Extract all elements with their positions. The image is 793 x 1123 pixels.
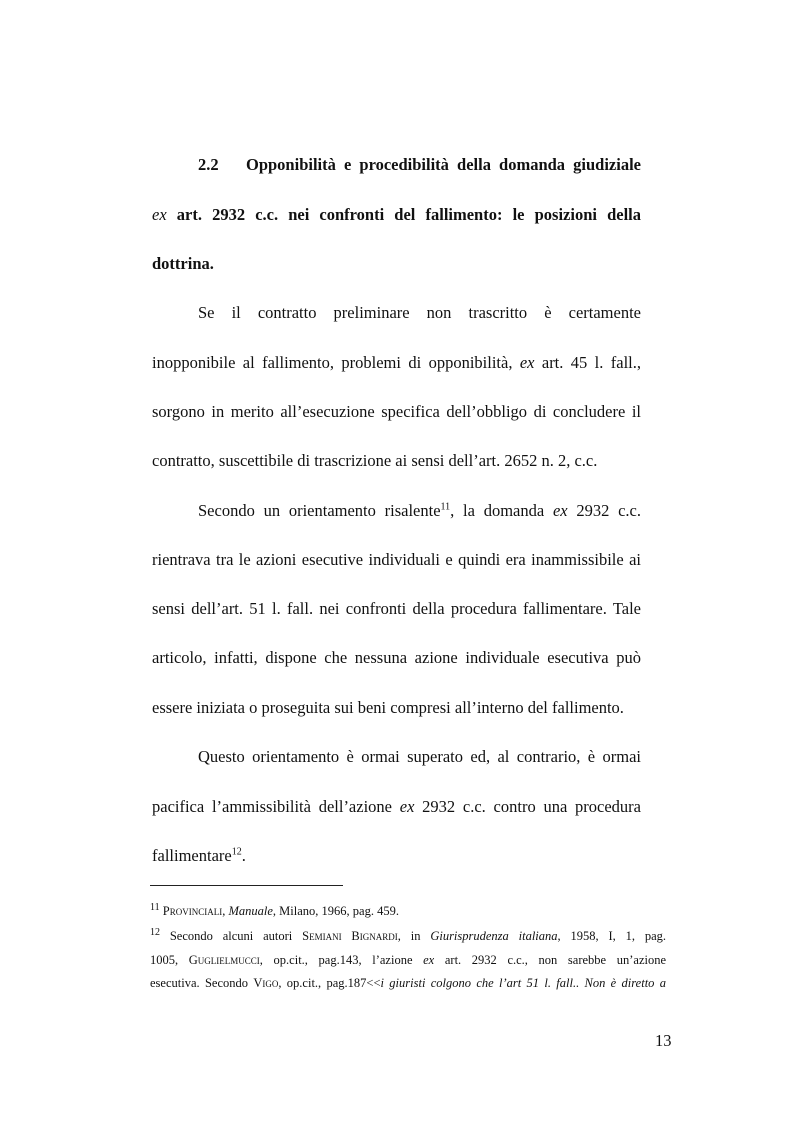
footnote-ref-12[interactable]: 12 (231, 846, 242, 858)
section-title-line-1: Opponibilità e procedibilità della domanda giudiziale (246, 155, 641, 174)
p3-line-2: pacifica l’ammissibilità dell’azione ex 2932 c.c. contro una procedura (152, 797, 641, 816)
section-title-line-3: dottrina. (152, 254, 214, 273)
p2-line-1: Secondo un orientamento risalente$^{11}$, la domanda ex 2932 c.c. (198, 501, 642, 520)
p2-line-5: essere iniziata o proseguita sui beni compresi all’interno del fallimento. (152, 698, 624, 717)
section-title-line-2: ex art. 2932 c.c. nei confronti del fallimento: le posizioni della (152, 205, 641, 224)
footnote-11: $^{11}$ Provinciali, Manuale, Milano, 1966, pag. 459. (150, 901, 399, 918)
page-number: 13 (655, 1031, 672, 1050)
footnote-12-line-1: $^{12}$ Secondo alcuni autori Semiani Bignardi, in Giurisprudenza italiana, 1958, I, 1, pag. (150, 926, 666, 943)
p3-line-3: fallimentare$^{12}$. (152, 846, 246, 865)
p2-line-2: rientrava tra le azioni esecutive individuali e quindi era inammissibile ai (152, 550, 641, 569)
p1-line-1: Se il contratto preliminare non trascritto è certamente (198, 303, 641, 322)
p3-line-1: Questo orientamento è ormai superato ed, al contrario, è ormai (198, 747, 641, 766)
p1-line-4: contratto, suscettibile di trascrizione ai sensi dell’art. 2652 n. 2, c.c. (152, 451, 598, 470)
footnote-ref-11[interactable]: 11 (440, 501, 451, 513)
ex-italic: ex (152, 205, 167, 224)
p2-line-4: articolo, infatti, dispone che nessuna azione individuale esecutiva può (152, 648, 641, 667)
footnote-12-line-2: 1005, Guglielmucci, op.cit., pag.143, l’azione ex art. 2932 c.c., non sarebbe un’azione (150, 953, 667, 967)
footnote-12-line-3: esecutiva. Secondo Vigo, op.cit., pag.187<<i giuristi colgono che l’art 51 l. fall.. Non è diretto a (150, 976, 666, 990)
p1-line-2: inopponibile al fallimento, problemi di opponibilità, ex art. 45 l. fall., (152, 353, 641, 372)
footnote-separator (150, 885, 343, 886)
section-number: 2.2 (198, 155, 219, 174)
p2-line-3: sensi dell’art. 51 l. fall. nei confronti della procedura fallimentare. Tale (152, 599, 641, 618)
p1-line-3: sorgono in merito all’esecuzione specifica dell’obbligo di concludere il (152, 402, 641, 421)
